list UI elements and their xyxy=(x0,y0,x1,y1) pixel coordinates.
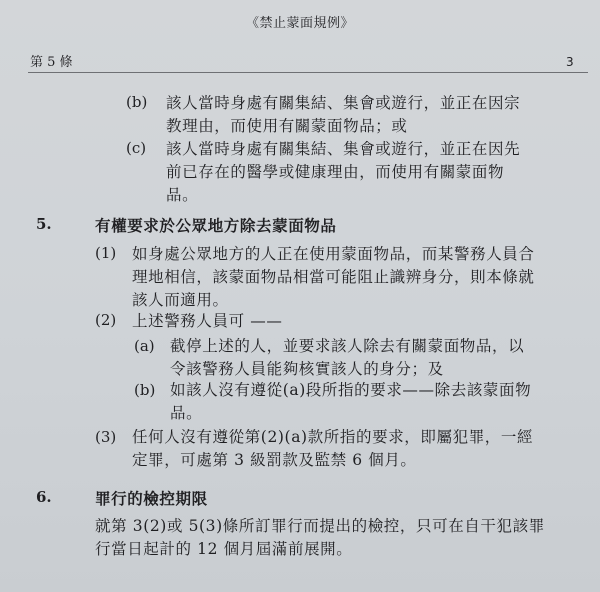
paragraph-2b-line-2: 品。 xyxy=(170,404,203,422)
paragraph-2a-line-1: 截停上述的人，並要求該人除去有關蒙面物品，以 xyxy=(170,337,525,355)
subsection-1-label: (1) xyxy=(95,244,117,262)
subsection-1-line-2: 理地相信，該蒙面物品相當可能阻止識辨身分，則本條就 xyxy=(132,268,535,286)
header-divider xyxy=(28,72,588,73)
section-5-heading: 有權要求於公眾地方除去蒙面物品 xyxy=(95,216,337,235)
subsection-3-line-2: 定罪，可處第 3 級罰款及監禁 6 個月。 xyxy=(132,451,417,469)
section-reference: 第 5 條 xyxy=(30,55,73,70)
document-title: 《禁止蒙面規例》 xyxy=(245,16,354,31)
subsection-2-label: (2) xyxy=(95,311,117,329)
page-number: 3 xyxy=(566,55,574,69)
paragraph-2b-label: (b) xyxy=(134,381,156,399)
subsection-2-line-1: 上述警務人員可 —— xyxy=(132,312,283,330)
paragraph-2a-line-2: 令該警務人員能夠核實該人的身分；及 xyxy=(170,360,444,378)
item-b-label: (b) xyxy=(126,93,148,111)
section-6-number: 6. xyxy=(36,488,52,506)
paragraph-2a-label: (a) xyxy=(134,337,155,355)
section-5-number: 5. xyxy=(36,215,52,233)
section-6-line-2: 行當日起計的 12 個月屆滿前展開。 xyxy=(95,540,353,558)
subsection-3-line-1: 任何人沒有遵從第(2)(a)款所指的要求，即屬犯罪，一經 xyxy=(132,428,534,446)
section-6-line-1: 就第 3(2)或 5(3)條所訂罪行而提出的檢控，只可在自干犯該罪 xyxy=(95,517,545,535)
item-c-line-2: 前已存在的醫學或健康理由，而使用有關蒙面物 xyxy=(166,163,505,181)
item-b-line-1: 該人當時身處有關集結、集會或遊行，並正在因宗 xyxy=(166,94,521,112)
item-c-label: (c) xyxy=(126,139,147,157)
subsection-1-line-1: 如身處公眾地方的人正在使用蒙面物品，而某警務人員合 xyxy=(132,245,535,263)
section-6-heading: 罪行的檢控期限 xyxy=(95,489,208,508)
item-c-line-1: 該人當時身處有關集結、集會或遊行，並正在因先 xyxy=(166,140,521,158)
item-b-line-2: 教理由，而使用有關蒙面物品；或 xyxy=(166,117,408,135)
subsection-1-line-3: 該人而適用。 xyxy=(132,291,229,309)
paragraph-2b-line-1: 如該人沒有遵從(a)段所指的要求——除去該蒙面物 xyxy=(170,381,532,399)
item-c-line-3: 品。 xyxy=(166,186,199,204)
subsection-3-label: (3) xyxy=(95,428,117,446)
